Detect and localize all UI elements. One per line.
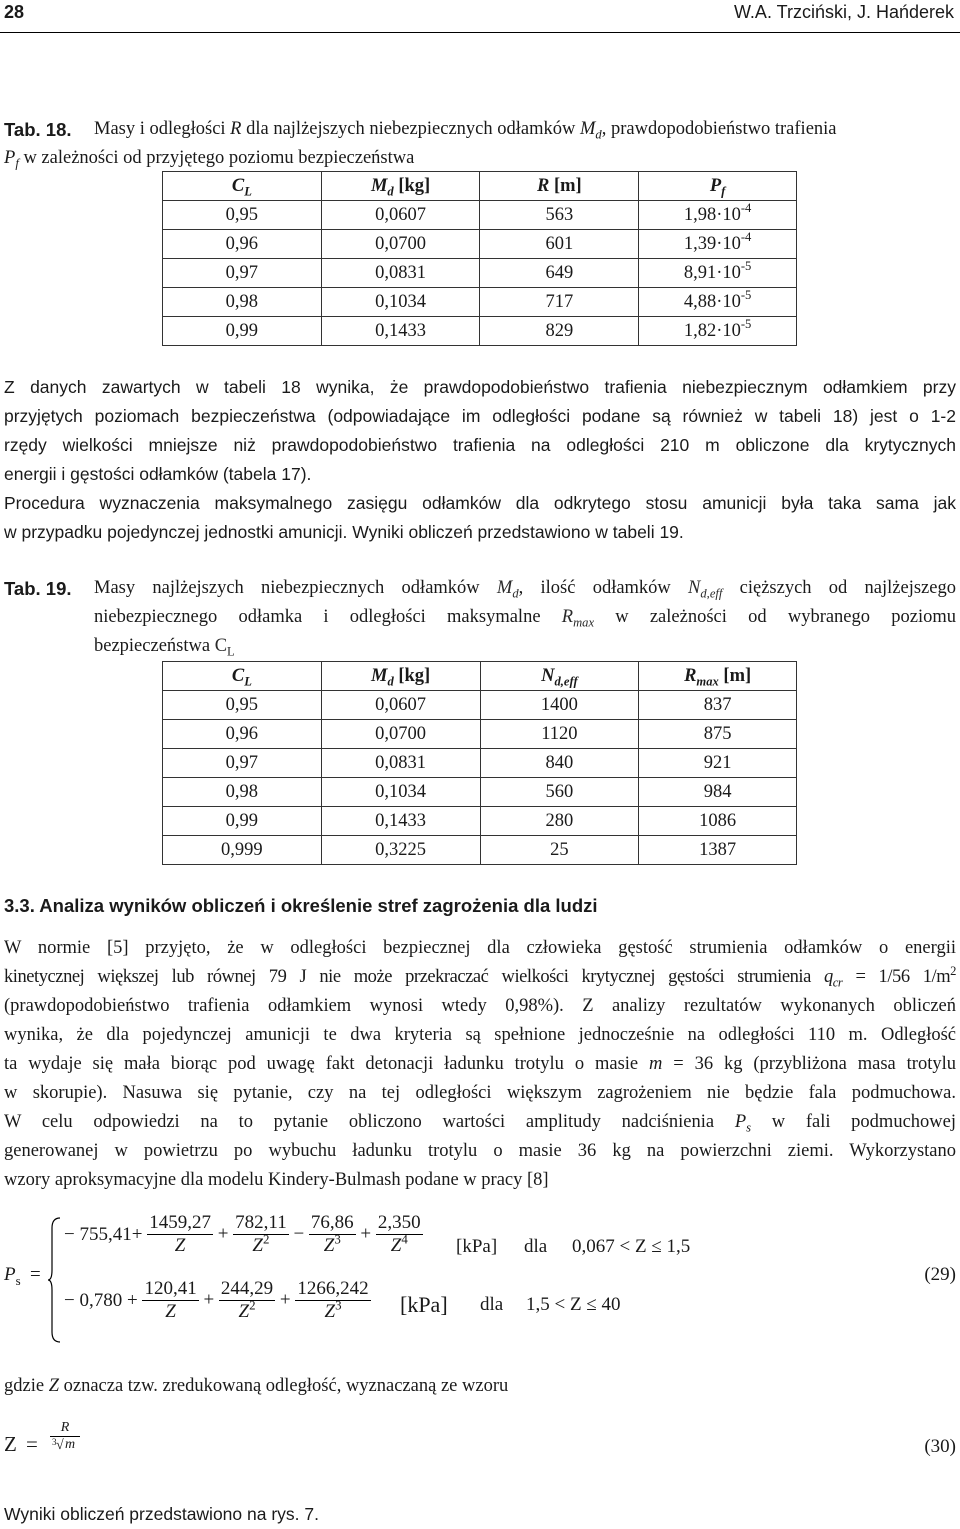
cell-pf: $1,82\cdot 10^{-5}$: [639, 317, 797, 346]
eq29-number: (29): [924, 1264, 956, 1285]
running-head-authors: W.A. Trzciński, J. Hańderek: [733, 2, 954, 22]
section-title: 3.3. Analiza wyników obliczeń i określenie stref zagrożenia dla ludzi: [4, 895, 598, 916]
cell-cl: 0,97: [163, 749, 322, 778]
cell-cl: 0,97: [163, 259, 322, 288]
cell-md: 0,0607: [321, 201, 480, 230]
cell-cl: 0,96: [163, 230, 322, 259]
eq30-equals: =: [26, 1432, 38, 1456]
tab19-caption-line3: bezpieczeństwa $C_L$: [94, 636, 235, 659]
table-row: [163, 778, 797, 807]
cell-rmax: 875: [639, 720, 797, 749]
eq29-equals: =: [30, 1264, 41, 1285]
cell-rmax: 837: [639, 691, 797, 720]
cell-r: 601: [480, 230, 639, 259]
cell-n: 280: [480, 807, 639, 836]
tab19-caption: [4, 574, 956, 661]
cell-cl: 0,96: [163, 720, 322, 749]
cell-md: 0,0831: [321, 259, 480, 288]
tab18-caption-text: Masy i odległości R dla najlżejszych niebezpiecznych odłamków $M_d$, prawdopodobieństwo trafienia: [94, 119, 837, 142]
table-row: [163, 317, 797, 346]
eq30-fraction: R 3 √ m: [50, 1420, 80, 1453]
cell-n: 840: [480, 749, 639, 778]
cell-r: 563: [480, 201, 639, 230]
cell-r: 717: [480, 288, 639, 317]
cell-pf: $8,91\cdot 10^{-5}$: [639, 259, 797, 288]
cell-md: 0,1433: [321, 807, 480, 836]
cell-r: 649: [480, 259, 639, 288]
cell-rmax: 1086: [639, 807, 797, 836]
table-row: [163, 807, 797, 836]
table-row: [163, 691, 797, 720]
table-row: [163, 720, 797, 749]
eq29-row2-condition: 1,5 < Z ≤ 40: [526, 1294, 621, 1315]
tab19-table: [162, 661, 797, 865]
eq29-row2: − 0,780 + $\frac{120,41}{Z}$ + $\frac{244,29}{Z^2}$ + $\frac{1266,242}{Z^3}$: [64, 1278, 369, 1322]
tab18-header-cl: $C_L$: [163, 172, 322, 201]
cell-cl: 0,99: [163, 317, 322, 346]
cell-md: 0,3225: [321, 836, 480, 865]
cell-n: 560: [480, 778, 639, 807]
table-row: [163, 836, 797, 865]
tab19-caption-line2: niebezpiecznego odłamka i odległości maksymalne $R_{max}$ w zależności od wybranego poziomu: [94, 607, 956, 630]
tab19-header-n: $N_{d,eff}$: [480, 662, 639, 691]
table-row: [163, 259, 797, 288]
tab19-header-row: [163, 662, 797, 691]
cell-cl: 0,99: [163, 807, 322, 836]
eq30-lhs: Z: [4, 1432, 17, 1456]
tab18-header-md: $M_d$ [kg]: [321, 172, 480, 201]
tab18-table: [162, 171, 797, 346]
eq29-lhs: $P_s$: [4, 1264, 21, 1288]
paragraph-2-line5: ta wydaje się mała biorąc pod uwagę fakt detonacji ładunku trotylu o masie m = 36 kg (przybliżona masa trotylu: [4, 1054, 956, 1074]
tab19-header-rmax: $R_{max}$ [m]: [639, 662, 797, 691]
cell-n: 1400: [480, 691, 639, 720]
eq29-row2-unit: [kPa]: [400, 1292, 448, 1317]
cell-cl: 0,95: [163, 201, 322, 230]
cell-md: 0,0831: [321, 749, 480, 778]
page-header: [0, 0, 960, 34]
table-row: [163, 288, 797, 317]
tab19-header-md: $M_d$ [kg]: [321, 662, 480, 691]
tab19-label: Tab. 19.: [4, 578, 72, 599]
equation-29: [4, 1212, 764, 1348]
tab18-header-row: [163, 172, 797, 201]
table-row: [163, 201, 797, 230]
cell-cl: 0,98: [163, 778, 322, 807]
table-row: [163, 749, 797, 778]
cell-cl: 0,98: [163, 288, 322, 317]
cell-cl: 0,999: [163, 836, 322, 865]
cell-pf: $1,98\cdot 10^{-4}$: [639, 201, 797, 230]
cell-rmax: 921: [639, 749, 797, 778]
paragraph-2: W normie [5] przyjęto, że w odległości bezpiecznej dla człowieka gęstość strumienia odłamków o energii kinetycznej większej lub równej 79 J nie może przekraczać wielkości krytycznej gęstości strumienia $q_{cr} = 1/56$ $1/m^2$ (prawdopodobieństwo trafienia odłamkiem wynosi wtedy 0,98%). Z analizy rezultatów wykonanych obliczeń wynika, że dla pojedynczej amunicji te dwa kryteria są spełnione jednocześnie na odległości 110 m. Odległość ta wydaje się mała biorąc pod uwagę fakt detonacji ładunku trotylu o masie m = 36 kg (przybliżona masa trotylu w skorupie). Nasuwa się pytanie, czy na tej odległości większym zagrożeniem nie będzie fala podmuchowa. W celu odpowiedzi na to pytanie obliczono wartości amplitudy nadciśnienia $P_s$ w fali podmuchowej generowanej w powietrzu po wybuchu ładunku trotylu o masie 36 kg na powierzchni ziemi. Wykorzystano wzory aproksymacyjne dla modelu Kindery-Bulmash podane w pracy [8]: [4, 938, 957, 1190]
cell-pf: $1,39\cdot 10^{-4}$: [639, 230, 797, 259]
cell-n: 25: [480, 836, 639, 865]
eq30-number: (30): [924, 1436, 956, 1457]
cell-pf: $4,88\cdot 10^{-5}$: [639, 288, 797, 317]
paragraph-2-line7: W celu odpowiedzi na to pytanie obliczono wartości amplitudy nadciśnienia $P_s$ w fali podmuchowej: [4, 1112, 956, 1135]
tab18-caption: [4, 115, 956, 173]
eq29-row1: − 755,41+ $\frac{1459,27}{Z}$ + $\frac{782,11}{Z^2}$ − $\frac{76,86}{Z^3}$ + $\frac{2,350}{Z^4}$: [64, 1212, 421, 1256]
cell-md: 0,0700: [321, 230, 480, 259]
tab18-caption-text-line2: $P_f$ w zależności od przyjętego poziomu bezpieczeństwa: [4, 148, 415, 171]
paragraph-1: Z danych zawartych w tabeli 18 wynika, że prawdopodobieństwo trafienia niebezpiecznym odłamkiem przy przyjętych poziomach bezpieczeństwa (odpowiadające im odległości podane są również w tabeli 18) jest o 1-2 rzędy wielkości mniejsze niż prawdopodobieństwo trafienia na odległości 210 m obliczone dla krytycznych energii i gęstości odłamków (tabela 17). Procedura wyznaczenia maksymalnego zasięgu odłamków dla odkrytego stosu amunicji była taka sama jak w przypadku pojedynczej jednostki amunicji. Wyniki obliczeń przedstawiono w tabeli 19.: [4, 377, 956, 542]
equation-30: [4, 1418, 144, 1474]
eq29-row2-dla: dla: [480, 1294, 504, 1315]
tab18-label: Tab. 18.: [4, 119, 72, 140]
cell-rmax: 1387: [639, 836, 797, 865]
eq29-row1-condition: 0,067 < Z ≤ 1,5: [572, 1236, 691, 1257]
paragraph-3: gdzie Z oznacza tzw. zredukowaną odległość, wyznaczaną ze wzoru: [4, 1376, 509, 1396]
cell-md: 0,0607: [321, 691, 480, 720]
cell-r: 829: [480, 317, 639, 346]
tab18-header-pf: $P_f$: [639, 172, 797, 201]
paragraph-2-line2: kinetycznej większej lub równej 79 J nie może przekraczać wielkości krytycznej gęstości strumienia $q_{cr} = 1/56$ $1/m^2$: [4, 963, 957, 990]
cell-md: 0,1433: [321, 317, 480, 346]
page-number: 28: [4, 2, 25, 22]
header-rule: [0, 32, 960, 33]
cell-cl: 0,95: [163, 691, 322, 720]
eq29-left-brace: [48, 1216, 62, 1344]
cell-md: 0,0700: [321, 720, 480, 749]
cell-n: 1120: [480, 720, 639, 749]
eq29-row1-unit: [kPa]: [456, 1236, 498, 1257]
paragraph-4: Wyniki obliczeń przedstawiono na rys. 7.: [4, 1504, 319, 1524]
cell-md: 0,1034: [321, 288, 480, 317]
cell-md: 0,1034: [321, 778, 480, 807]
table-row: [163, 230, 797, 259]
cell-rmax: 984: [639, 778, 797, 807]
tab18-header-r: R [m]: [480, 172, 639, 201]
tab19-caption-line1: Masy najlżejszych niebezpiecznych odłamków $M_d$, ilość odłamków $N_{d,eff}$ cięższych od najlżejszego: [94, 578, 956, 601]
eq29-row1-dla: dla: [524, 1236, 548, 1257]
tab19-header-cl: $C_L$: [163, 662, 322, 691]
